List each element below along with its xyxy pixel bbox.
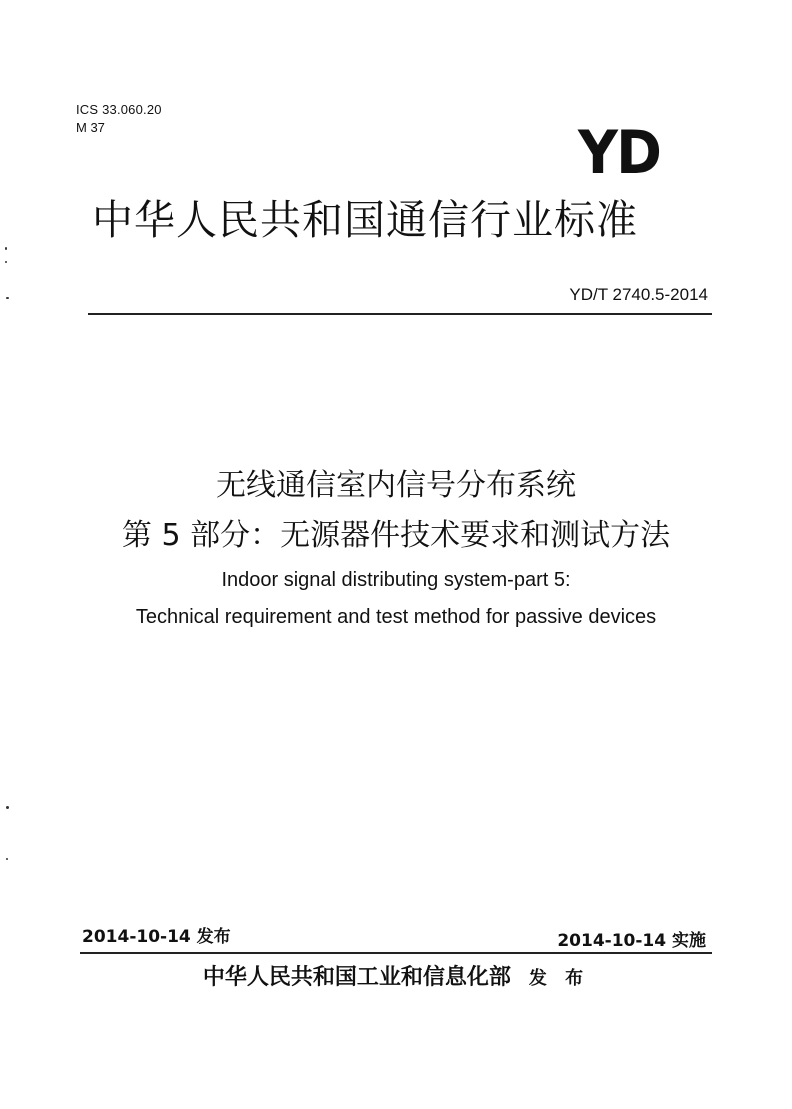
title-chinese-line-2: 第 5 部分：无源器件技术要求和测试方法 [121,518,671,553]
implementation-date: 2014-10-14 实施 [557,931,706,951]
scan-speck [6,806,9,809]
scan-speck [6,858,8,860]
standard-category-title: 中华人民共和国通信行业标准 [92,196,638,244]
yd-logo: YD [578,118,661,188]
title-english-line-2: Technical requirement and test method for passive devices [135,606,657,628]
publish-action: 发 布 [528,968,590,989]
scan-speck [6,297,9,299]
ccs-code: M 37 [76,120,105,135]
scan-speck [5,247,7,250]
standard-number: YD/T 2740.5-2014 [569,285,708,304]
footer-divider [80,952,712,954]
issue-date: 2014-10-14 发布 [82,927,231,947]
publisher-name: 中华人民共和国工业和信息化部 [202,964,511,990]
ics-code: ICS 33.060.20 [76,102,162,117]
publisher-line [0,962,792,994]
title-english-line-1: Indoor signal distributing system-part 5: [221,569,571,591]
header-divider [88,313,712,315]
title-chinese-line-1: 无线通信室内信号分布系统 [216,468,576,503]
scan-speck [5,261,7,263]
